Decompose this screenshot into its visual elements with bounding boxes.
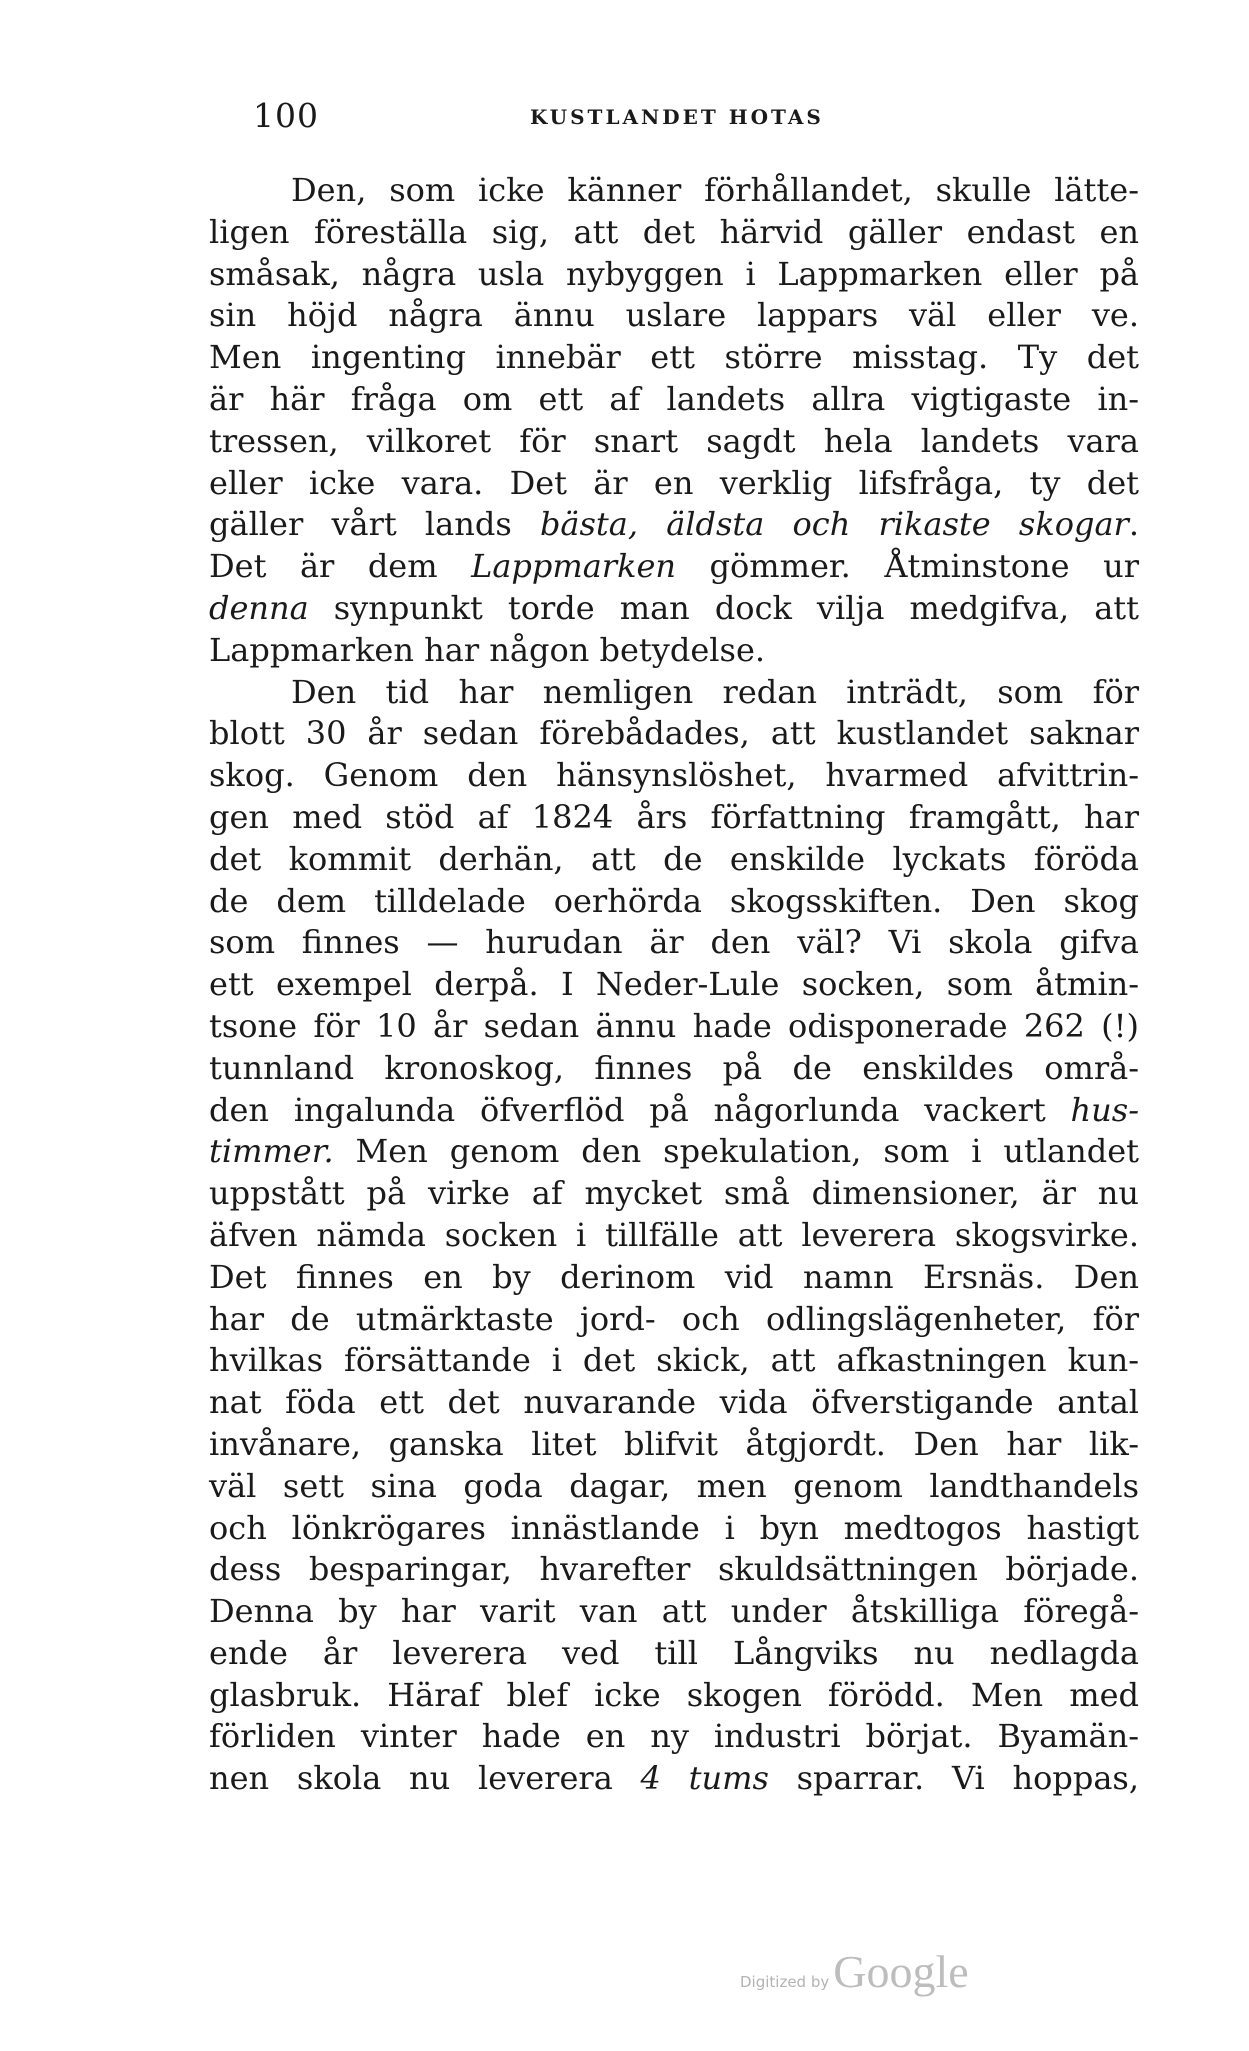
running-title: KUSTLANDET HOTAS	[530, 105, 824, 129]
line-text: hvilkas försättande i det skick, att afkastningen kun-	[209, 1341, 1139, 1380]
body-text	[209, 170, 1139, 1800]
line-text: de dem tilldelade oerhörda skogsskiften. Den skog	[209, 881, 1139, 920]
line-text: nen skola nu leverera	[209, 1759, 641, 1798]
line-text: tunnland kronoskog, finnes på de enskildes områ-	[209, 1048, 1139, 1087]
text-line	[209, 672, 1139, 714]
italic-phrase: denna	[209, 588, 309, 627]
line-text: dess besparingar, hvarefter skuldsättningen började.	[209, 1550, 1139, 1589]
text-line	[209, 1633, 1139, 1675]
line-text: Den, som icke känner förhållandet, skulle lätte-	[291, 171, 1139, 209]
text-line	[209, 421, 1139, 463]
line-text: Lappmarken har någon betydelse.	[209, 630, 766, 669]
text-line	[209, 797, 1139, 839]
line-text: Men ingenting innebär ett större misstag. Ty det	[209, 338, 1139, 377]
line-text: som finnes — hurudan är den väl? Vi skola gifva	[209, 923, 1139, 962]
line-text: gömmer. Åtminstone ur	[676, 547, 1140, 586]
line-text: Denna by har varit van att under åtskilliga föregå-	[209, 1592, 1139, 1631]
text-line	[209, 1549, 1139, 1591]
text-line	[209, 1131, 1139, 1173]
text-line	[209, 1048, 1139, 1090]
line-text: äfven nämda socken i tillfälle att leverera skogsvirke.	[209, 1215, 1139, 1254]
line-text: det kommit derhän, att de enskilde lyckats föröda	[209, 839, 1139, 878]
line-text: småsak, några usla nybyggen i Lappmarken eller på	[209, 254, 1139, 293]
text-line	[209, 1758, 1139, 1800]
text-line	[209, 504, 1139, 546]
google-logo: Google	[833, 1946, 969, 1997]
text-line	[209, 546, 1139, 588]
line-text: ett exempel derpå. I Neder-Lule socken, som åtmin-	[209, 965, 1139, 1004]
line-text: är här fråga om ett af landets allra vigtigaste in-	[209, 379, 1139, 418]
text-line	[209, 1716, 1139, 1758]
line-text: den ingalunda öfverflöd på någorlunda vackert	[209, 1090, 1071, 1129]
line-text: ligen föreställa sig, att det härvid gäller endast en	[209, 212, 1139, 251]
text-line	[209, 1591, 1139, 1633]
italic-phrase: hus-	[1070, 1090, 1139, 1129]
text-line	[209, 839, 1139, 881]
text-line	[209, 337, 1139, 379]
page-header	[253, 96, 1138, 140]
line-text: har de utmärktaste jord- och odlingslägenheter, för	[209, 1299, 1139, 1338]
line-text: skog. Genom den hänsynslöshet, hvarmed afvittrin-	[209, 756, 1139, 795]
line-text: blott 30 år sedan förebådades, att kustlandet saknar	[209, 714, 1139, 753]
line-text: tsone för 10 år sedan ännu hade odisponerade 262 (!)	[209, 1006, 1139, 1045]
line-text: invånare, ganska litet blifvit åtgjordt. Den har lik-	[209, 1424, 1139, 1463]
text-line	[209, 1006, 1139, 1048]
text-line	[209, 1466, 1139, 1508]
italic-phrase: Lappmarken	[471, 547, 677, 586]
text-line	[209, 1675, 1139, 1717]
text-line	[209, 755, 1139, 797]
line-text: sin höjd några ännu uslare lappars väl eller ve.	[209, 296, 1139, 335]
line-text: glasbruk. Häraf blef icke skogen förödd. Men med	[209, 1675, 1139, 1714]
italic-phrase: timmer.	[209, 1132, 334, 1171]
line-text: .	[1128, 505, 1140, 544]
text-line	[209, 881, 1139, 923]
text-line	[209, 588, 1139, 630]
text-line	[209, 379, 1139, 421]
text-line	[209, 1090, 1139, 1132]
text-line	[209, 922, 1139, 964]
page-number: 100	[253, 96, 319, 135]
line-text: Det är dem	[209, 547, 472, 586]
text-line	[209, 170, 1139, 212]
text-line	[209, 1173, 1139, 1215]
watermark-caption: Digitized by	[740, 1973, 830, 1991]
text-line	[209, 295, 1139, 337]
line-text: eller icke vara. Det är en verklig lifsfråga, ty det	[209, 463, 1139, 502]
text-line	[209, 713, 1139, 755]
text-line	[209, 630, 1139, 672]
text-line	[209, 1382, 1139, 1424]
text-line	[209, 463, 1139, 505]
line-text: gen med stöd af 1824 års författning framgått, har	[209, 797, 1139, 836]
line-text: gäller vårt lands	[209, 505, 540, 544]
text-line	[209, 1424, 1139, 1466]
line-text: Det finnes en by derinom vid namn Ersnäs. Den	[209, 1257, 1139, 1296]
text-line	[209, 1340, 1139, 1382]
text-line	[209, 212, 1139, 254]
text-line	[209, 964, 1139, 1006]
line-text: väl sett sina goda dagar, men genom landthandels	[209, 1466, 1139, 1505]
line-text: ende år leverera ved till Långviks nu nedlagda	[209, 1633, 1139, 1672]
text-line	[209, 1257, 1139, 1299]
digitized-watermark	[740, 1945, 969, 1998]
line-text: och lönkrögares innästlande i byn medtogos hastigt	[209, 1508, 1139, 1547]
line-text: uppstått på virke af mycket små dimensioner, är nu	[209, 1174, 1139, 1213]
line-text: Den tid har nemligen redan inträdt, som för	[291, 672, 1139, 711]
text-line	[209, 254, 1139, 296]
text-line	[209, 1215, 1139, 1257]
text-line	[209, 1299, 1139, 1341]
italic-phrase: bästa, äldsta och rikaste skogar	[539, 505, 1129, 544]
line-text: synpunkt torde man dock vilja medgifva, att	[308, 588, 1139, 627]
line-text: nat föda ett det nuvarande vida öfverstigande antal	[209, 1383, 1139, 1422]
line-text: Men genom den spekulation, som i utlandet	[333, 1132, 1139, 1171]
italic-phrase: 4 tums	[640, 1759, 769, 1798]
line-text: tressen, vilkoret för snart sagdt hela landets vara	[209, 421, 1139, 460]
line-text: sparrar. Vi hoppas,	[768, 1759, 1140, 1798]
text-line	[209, 1508, 1139, 1550]
line-text: förliden vinter hade en ny industri börjat. Byamän-	[209, 1717, 1139, 1756]
